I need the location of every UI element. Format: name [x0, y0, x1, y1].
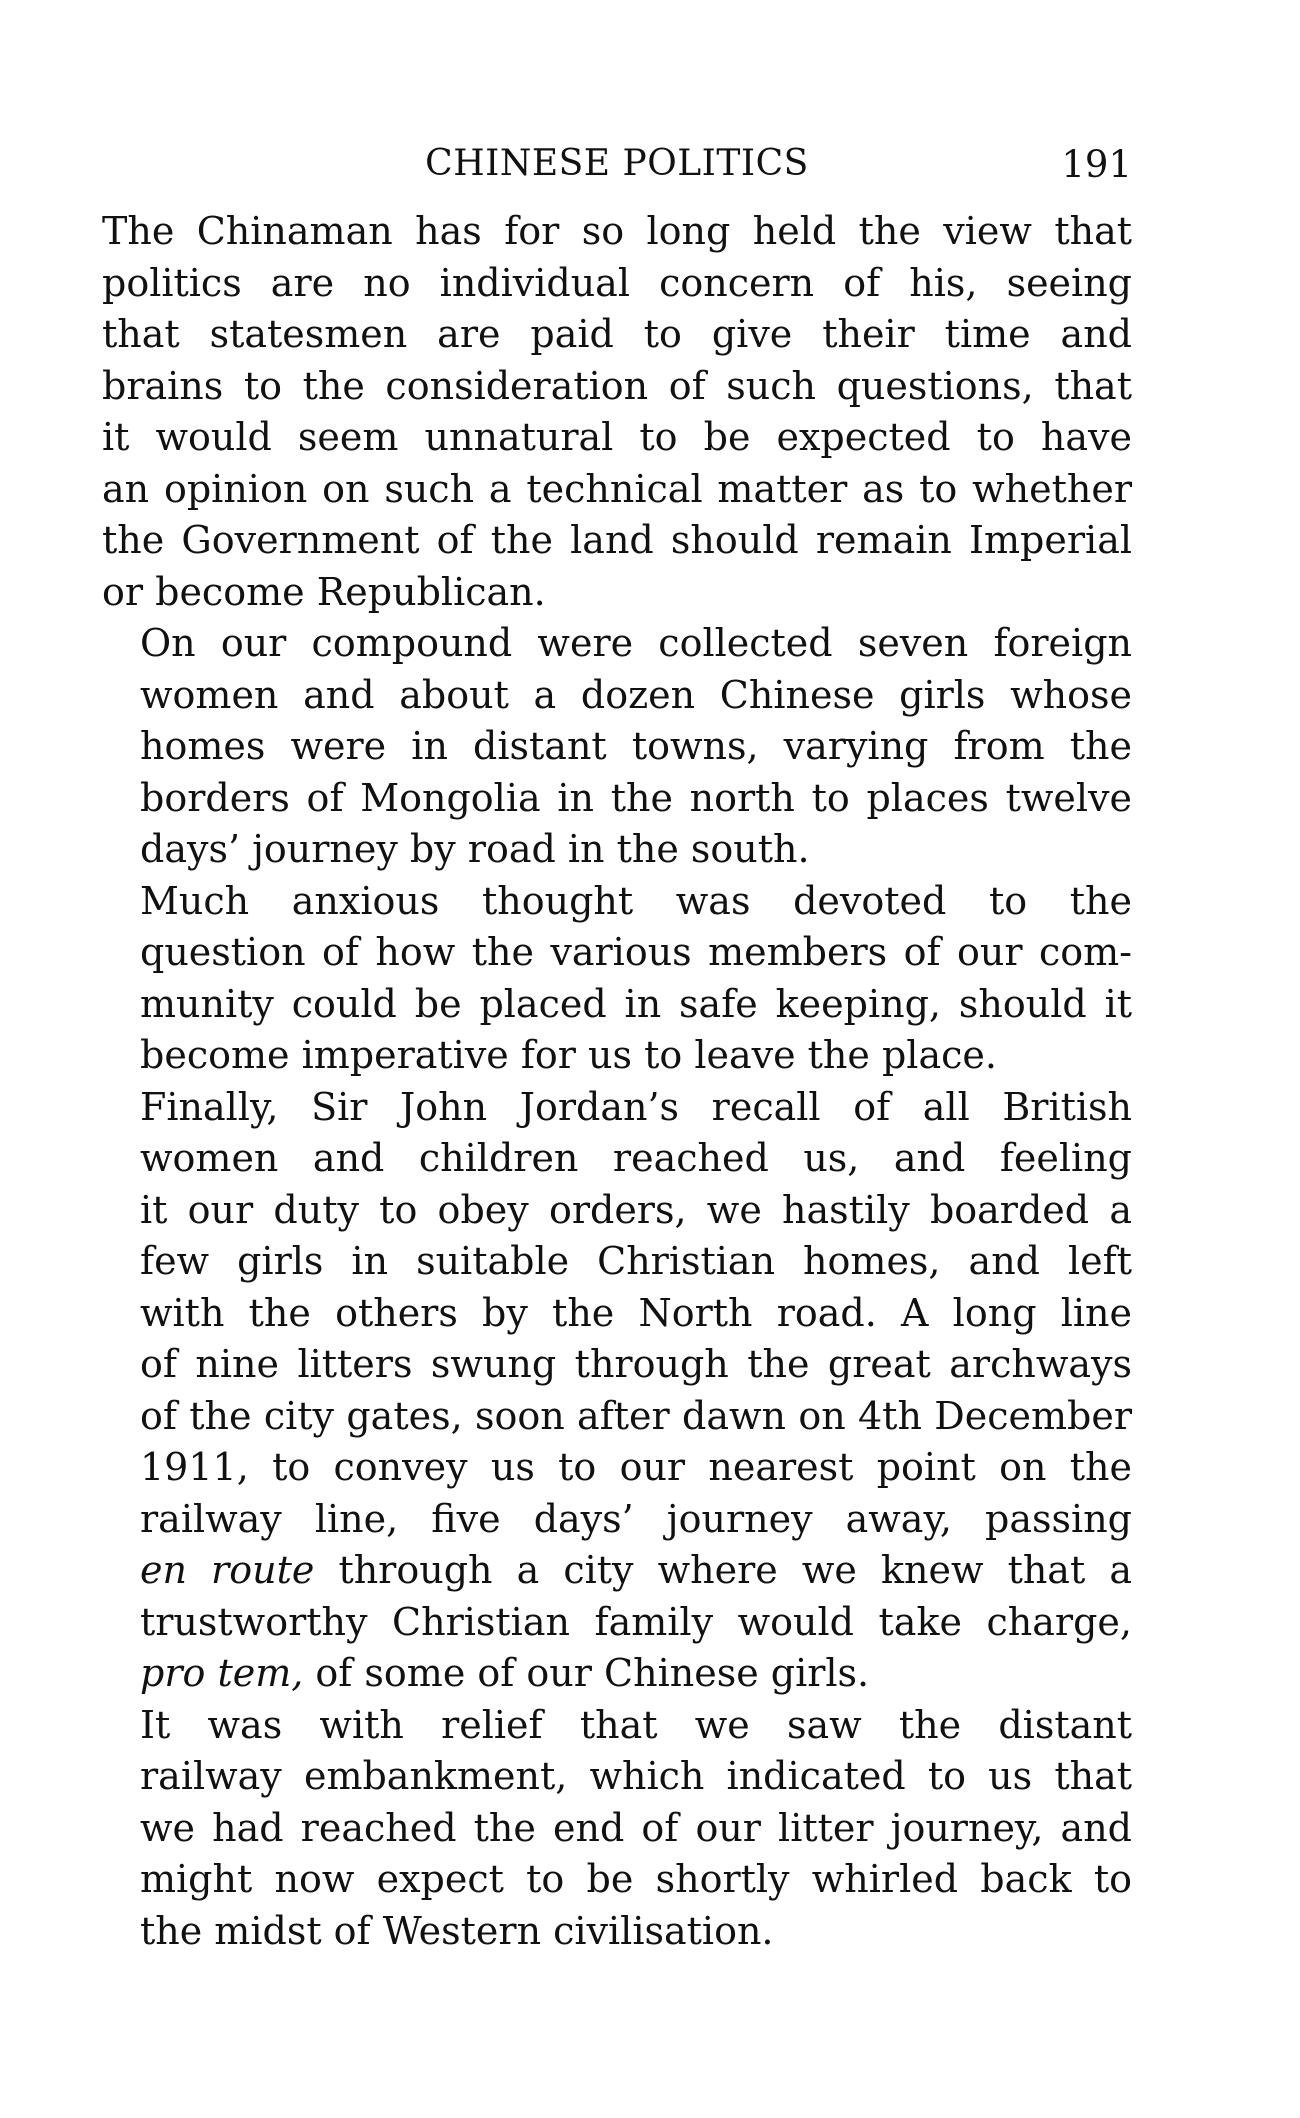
- text-line: the midst of Western civilisation.: [140, 1908, 774, 1953]
- running-head: [102, 138, 1132, 200]
- text-line: it would seem unnatural to be expected to have: [102, 415, 1132, 459]
- text-line: few girls in suitable Christian homes, and left: [140, 1239, 1132, 1283]
- text-line: Finally, Sir John Jordan’s recall of all British: [140, 1084, 1132, 1129]
- text-line: the Government of the land should remain Imperial: [102, 518, 1132, 562]
- text-line: an opinion on such a technical matter as to whether: [102, 466, 1132, 511]
- text-line: 1911, to convey us to our nearest point on the: [140, 1445, 1132, 1489]
- book-page: [102, 138, 1132, 1957]
- text-line: railway embankment, which indicated to us that: [140, 1754, 1132, 1798]
- paragraph-2: [102, 618, 1132, 876]
- text-line: [102, 1545, 1132, 1597]
- text-line: The Chinaman has for so long held the view that: [102, 209, 1132, 253]
- paragraph-3: [102, 876, 1132, 1082]
- text-line: might now expect to be shortly whirled back to: [140, 1857, 1132, 1901]
- text-line: munity could be placed in safe keeping, should it: [140, 981, 1132, 1026]
- text-line: It was with relief that we saw the distant: [140, 1702, 1132, 1747]
- running-title: CHINESE POLITICS: [425, 143, 809, 184]
- text-line: Much anxious thought was devoted to the: [140, 878, 1132, 923]
- text-line: we had reached the end of our litter journey, and: [140, 1805, 1132, 1850]
- text-line: of the city gates, soon after dawn on 4th December: [140, 1393, 1132, 1438]
- page-number: 191: [1061, 143, 1132, 186]
- italic-phrase: pro tem,: [140, 1651, 304, 1695]
- text-line: question of how the various members of our com-: [140, 930, 1132, 974]
- body-text: [102, 206, 1132, 1957]
- text-line: brains to the consideration of such questions, that: [102, 363, 1132, 408]
- text-line: politics are no individual concern of his, seeing: [102, 260, 1132, 305]
- paragraph-4: [102, 1082, 1132, 1700]
- text-line: [102, 1648, 1132, 1700]
- text-fragment: of some of our Chinese girls.: [303, 1651, 870, 1695]
- paragraph-5: [102, 1700, 1132, 1958]
- text-line: of nine litters swung through the great archways: [140, 1342, 1132, 1386]
- text-line: trustworthy Christian family would take charge,: [140, 1599, 1132, 1644]
- text-line: days’ journey by road in the south.: [140, 827, 810, 871]
- text-line: women and about a dozen Chinese girls whose: [140, 672, 1132, 717]
- text-line: become imperative for us to leave the place.: [140, 1033, 997, 1077]
- italic-phrase: en route: [140, 1548, 315, 1592]
- text-line: it our duty to obey orders, we hastily boarded a: [140, 1187, 1132, 1232]
- text-line: with the others by the North road. A long line: [140, 1290, 1132, 1335]
- text-line: borders of Mongolia in the north to places twelve: [140, 775, 1132, 820]
- text-line: or become Republican.: [102, 569, 546, 614]
- text-line: that statesmen are paid to give their time and: [102, 312, 1132, 356]
- paragraph-1: [102, 206, 1132, 618]
- text-line: homes were in distant towns, varying from the: [140, 724, 1132, 768]
- text-line: On our compound were collected seven foreign: [140, 621, 1132, 665]
- text-fragment: through a city where we knew that a: [314, 1548, 1132, 1592]
- text-line: railway line, five days’ journey away, passing: [140, 1496, 1132, 1541]
- text-line: women and children reached us, and feeling: [140, 1136, 1132, 1180]
